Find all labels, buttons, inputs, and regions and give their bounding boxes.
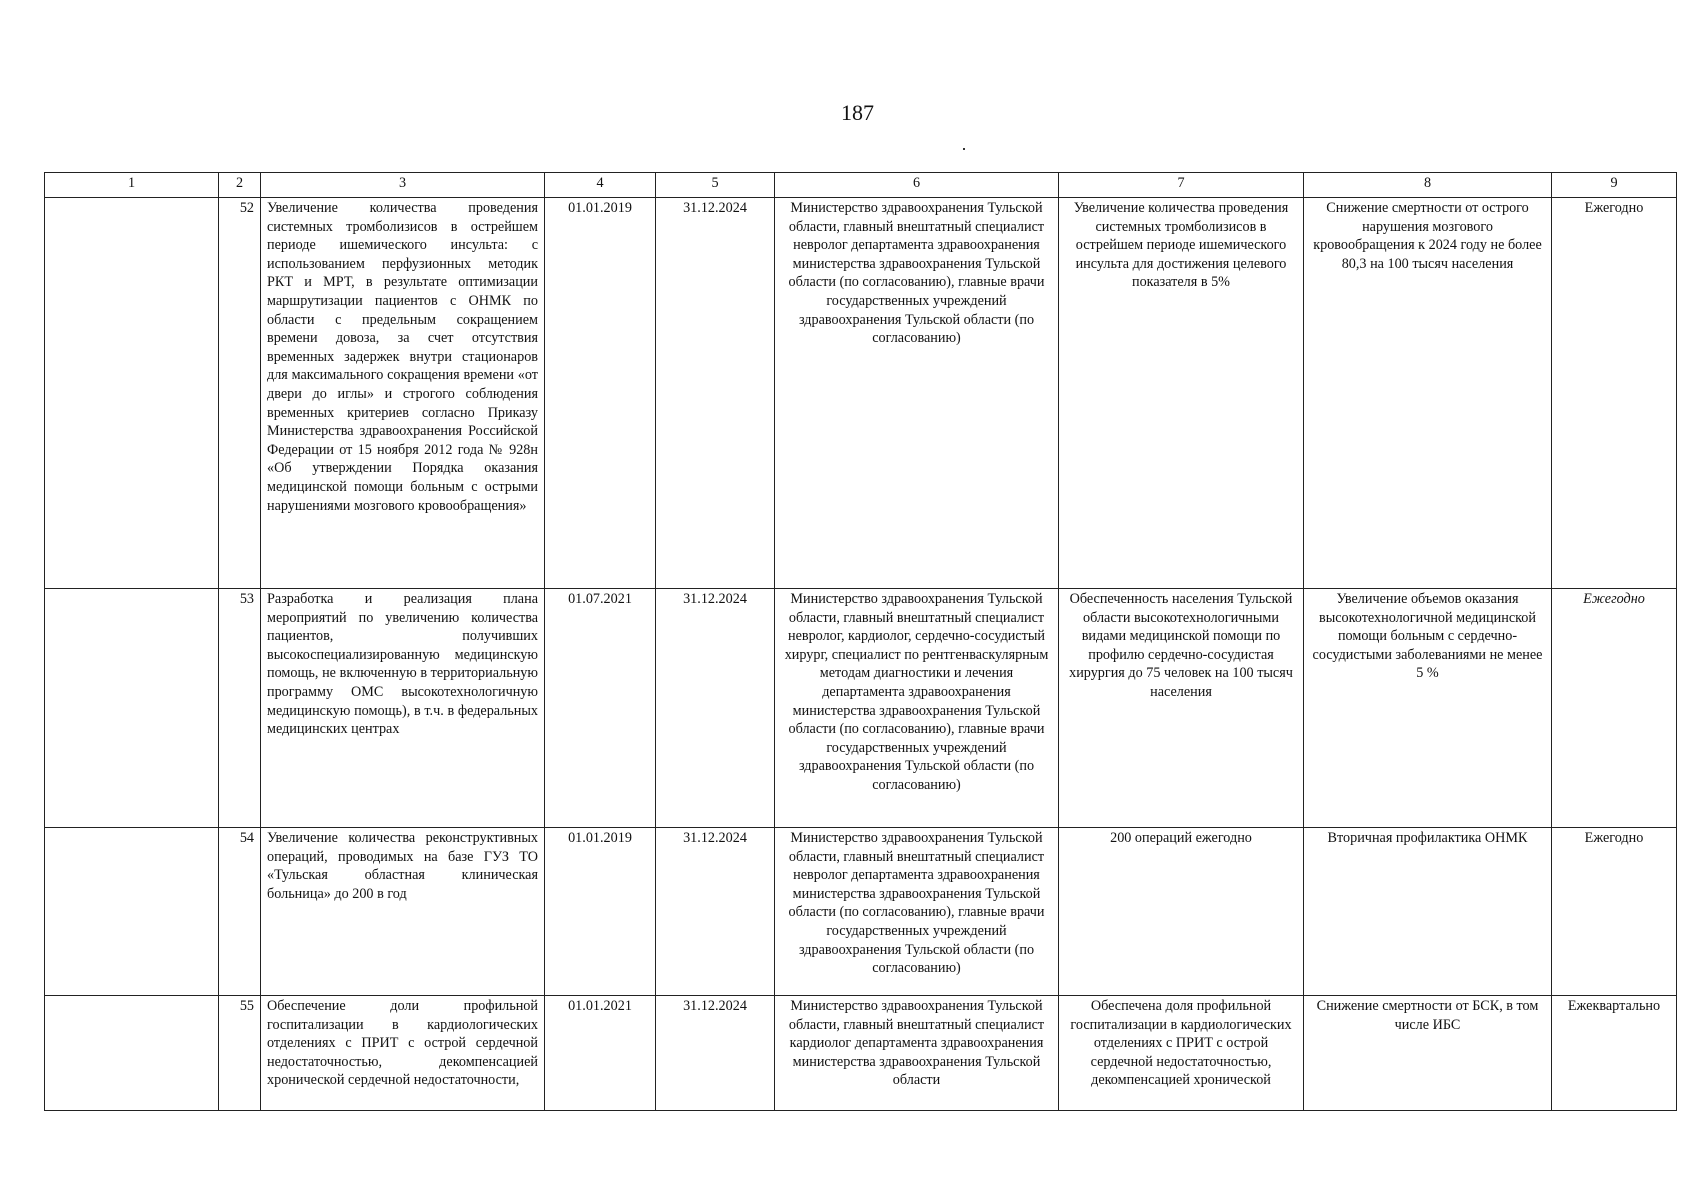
header-row: [45, 173, 1677, 198]
header-cell-9: 9: [1552, 173, 1677, 198]
frequency-cell: Ежегодно: [1552, 589, 1677, 828]
start-date: 01.01.2019: [545, 198, 656, 589]
end-date: 31.12.2024: [656, 589, 775, 828]
empty-cell: [45, 198, 219, 589]
row-number: 55: [219, 996, 261, 1111]
frequency-cell: Ежегодно: [1552, 828, 1677, 996]
empty-cell: [45, 589, 219, 828]
indicator-cell: Снижение смертности от острого нарушения мозгового кровообращения к 2024 году не более 80,3 на 100 тысяч населения: [1304, 198, 1552, 589]
header-cell-8: 8: [1304, 173, 1552, 198]
responsible-cell: Министерство здравоохранения Тульской области, главный внештатный специалист кардиолог департамента здравоохранения министерства здравоохранения Тульской области: [775, 996, 1059, 1111]
table-row: [45, 589, 1677, 828]
header-cell-5: 5: [656, 173, 775, 198]
end-date: 31.12.2024: [656, 996, 775, 1111]
header-cell-1: 1: [45, 173, 219, 198]
result-cell: Обеспеченность населения Тульской области высокотехнологичными видами медицинской помощи по профилю сердечно-сосудистая хирургия до 75 человек на 100 тысяч населения: [1059, 589, 1304, 828]
page-number: 187: [841, 100, 874, 125]
result-cell: Обеспечена доля профильной госпитализации в кардиологических отделениях с ПРИТ с острой сердечной недостаточностью, декомпенсацией хронической: [1059, 996, 1304, 1111]
frequency-cell: Ежеквартально: [1552, 996, 1677, 1111]
measure-cell: Увеличение количества проведения системных тромболизисов в острейшем периоде ишемического инсульта: с использованием перфузионных методик РКТ и МРТ, в результате оптимизации маршрутизации пациентов с ОНМК по области с предельным сокращением времени довоза, за счет отсутствия временных задержек внутри стационаров для максимального сокращения времени «от двери до иглы» и строгого соблюдения временных критериев согласно Приказу Министерства здравоохранения Российской Федерации от 15 ноября 2012 года № 928н «Об утверждении Порядка оказания медицинской помощи больным с острыми нарушениями мозгового кровообращения»: [261, 198, 545, 589]
responsible-cell: Министерство здравоохранения Тульской области, главный внештатный специалист невролог департамента здравоохранения министерства здравоохранения Тульской области (по согласованию), главные врачи государственных учреждений здравоохранения Тульской области (по согласованию): [775, 198, 1059, 589]
responsible-cell: Министерство здравоохранения Тульской области, главный внештатный специалист невролог, кардиолог, сердечно-сосудистый хирург, специалист по рентгенваскулярным методам диагностики и лечения департамента здравоохранения министерства здравоохранения Тульской области (по согласованию), главные врачи государственных учреждений здравоохранения Тульской области (по согласованию): [775, 589, 1059, 828]
start-date: 01.01.2019: [545, 828, 656, 996]
end-date: 31.12.2024: [656, 198, 775, 589]
row-number: 52: [219, 198, 261, 589]
scan-speck: [963, 148, 965, 150]
empty-cell: [45, 996, 219, 1111]
end-date: 31.12.2024: [656, 828, 775, 996]
table-row: [45, 198, 1677, 589]
result-cell: Увеличение количества проведения системных тромболизисов в острейшем периоде ишемического инсульта для достижения целевого показателя в 5%: [1059, 198, 1304, 589]
header-cell-7: 7: [1059, 173, 1304, 198]
indicator-cell: Увеличение объемов оказания высокотехнологичной медицинской помощи больным с сердечно-сосудистыми заболеваниями не менее 5 %: [1304, 589, 1552, 828]
frequency-cell: Ежегодно: [1552, 198, 1677, 589]
row-number: 53: [219, 589, 261, 828]
indicator-cell: Снижение смертности от БСК, в том числе ИБС: [1304, 996, 1552, 1111]
responsible-cell: Министерство здравоохранения Тульской области, главный внештатный специалист невролог департамента здравоохранения министерства здравоохранения Тульской области (по согласованию), главные врачи государственных учреждений здравоохранения Тульской области (по согласованию): [775, 828, 1059, 996]
measures-table: [44, 172, 1677, 1111]
result-cell: 200 операций ежегодно: [1059, 828, 1304, 996]
measure-cell: Увеличение количества реконструктивных операций, проводимых на базе ГУЗ ТО «Тульская областная клиническая больница» до 200 в год: [261, 828, 545, 996]
measure-cell: Разработка и реализация плана мероприятий по увеличению количества пациентов, получивших высокоспециализированную медицинскую помощь, не включенную в территориальную программу ОМС высокотехнологичную медицинскую помощь), в т.ч. в федеральных медицинских центрах: [261, 589, 545, 828]
indicator-cell: Вторичная профилактика ОНМК: [1304, 828, 1552, 996]
header-cell-2: 2: [219, 173, 261, 198]
table-row: [45, 996, 1677, 1111]
header-cell-4: 4: [545, 173, 656, 198]
header-cell-3: 3: [261, 173, 545, 198]
start-date: 01.07.2021: [545, 589, 656, 828]
table-row: [45, 828, 1677, 996]
start-date: 01.01.2021: [545, 996, 656, 1111]
header-cell-6: 6: [775, 173, 1059, 198]
row-number: 54: [219, 828, 261, 996]
empty-cell: [45, 828, 219, 996]
measure-cell: Обеспечение доли профильной госпитализации в кардиологических отделениях с ПРИТ с острой сердечной недостаточностью, декомпенсацией хронической сердечной недостаточности,: [261, 996, 545, 1111]
